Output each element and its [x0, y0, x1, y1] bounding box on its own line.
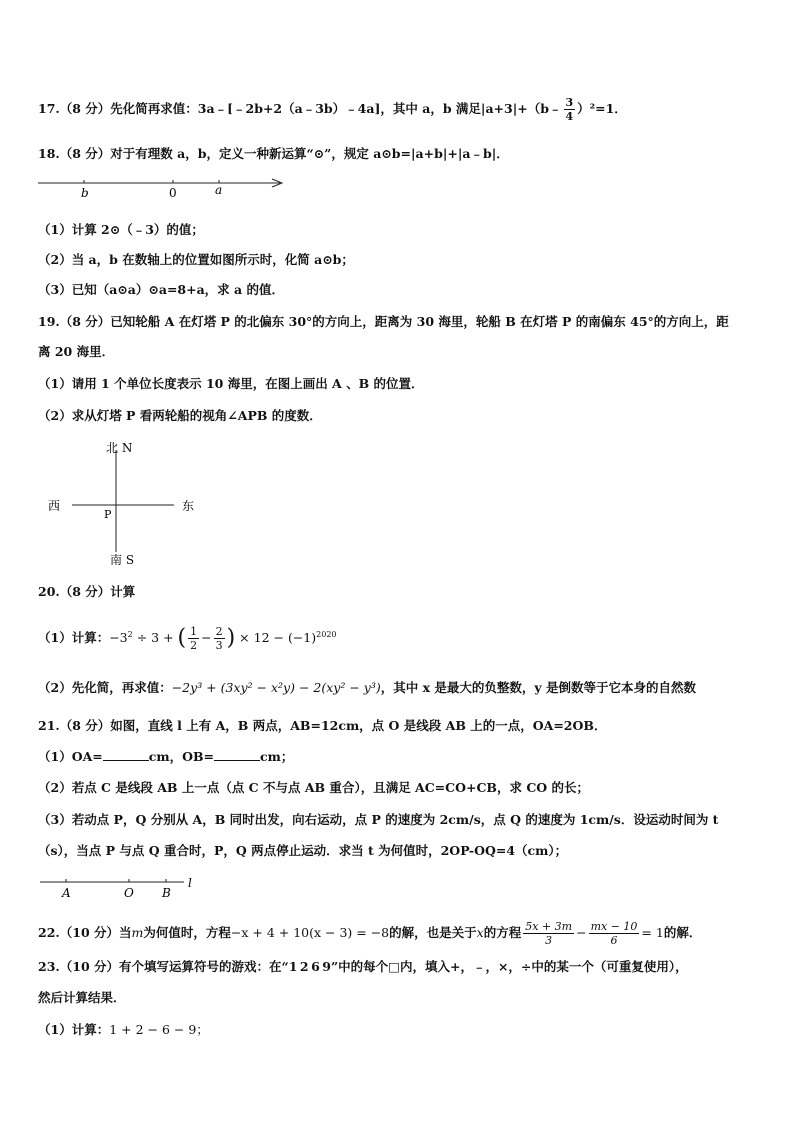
q21-part3: （3）若动点 P，Q 分别从 A，B 同时出发，向右运动，点 P 的速度为 2cm/s，点 Q 的速度为 1cm/s．设运动时间为 t: [38, 812, 719, 827]
q17-number: 17.（8 分）: [38, 101, 111, 116]
q20-part2-label: （2）先化简，再求值：: [38, 680, 172, 695]
q20-frac2: [214, 625, 225, 652]
label-zero: 0: [169, 186, 177, 198]
q23-number: 23.（10 分）: [38, 959, 119, 974]
q22-frac1-num: 5x + 3m: [525, 920, 573, 933]
q22-equation1: −x + 4 + 10(x − 3) = −8: [230, 925, 390, 940]
q20-title: 计算: [110, 584, 136, 599]
label-l: l: [188, 876, 192, 890]
q18-text: 对于有理数 a，b，定义一种新运算“⊙”，规定 a⊙b=|a+b|+|a﹣b|．: [110, 146, 509, 161]
q20-part1-sup: 2: [127, 630, 133, 639]
q21: [38, 717, 764, 735]
q20-part1-label: （1）计算：: [38, 630, 110, 646]
q23-part1-label: （1）计算：: [38, 1022, 110, 1037]
q19-text-cont: 离 20 海里．: [38, 344, 115, 359]
q19-compass-diagram: [40, 436, 220, 576]
q21-part3-cont: （s），当点 P 与点 Q 重合时，P，Q 两点停止运动．求当 t 为何值时，2OP-OQ=4（cm）；: [38, 843, 568, 858]
q20-frac2-num: 2: [215, 625, 223, 639]
compass-north-label: 北 N: [106, 441, 133, 455]
q20: [38, 583, 764, 601]
q20-part1: （1）计算：$-3^2 \div 3$ + ( $\frac{1}{2}$ − $\frac{2}{3}$ ) × $12 - (-1)^{2020}$: [38, 625, 337, 653]
q21-blank-ob[interactable]: [214, 748, 260, 761]
q22-frac1: [523, 920, 574, 947]
q21-part1-oa: （1）OA=: [38, 749, 103, 764]
q23-text: 有个填写运算符号的游戏：在“1 2 6 9”中的每个□内，填入+，﹣，×，÷中的某一个（可重复使用），: [119, 959, 688, 974]
q22-frac2-den: 6: [610, 934, 618, 947]
q20-open-paren: (: [177, 625, 187, 651]
label-a: a: [215, 183, 223, 197]
q22-frac2-num: mx − 10: [590, 920, 638, 933]
q20-part1-exp: 2020: [316, 630, 337, 639]
q22-m: m: [131, 925, 144, 940]
q22-text2: 为何值时，方程: [143, 925, 231, 940]
q23: [38, 958, 764, 976]
q22-text1: 当: [119, 925, 132, 940]
q18-part3: （3）已知（a⊙a）⊙a=8+a，求 a 的值．: [38, 282, 284, 297]
q21-line-diagram: [38, 870, 218, 900]
compass-east-label: 东: [182, 499, 195, 513]
q18: [38, 145, 764, 163]
q20-part2-text: ，其中 x 是最大的负整数，y 是倒数等于它本身的自然数: [380, 680, 697, 695]
compass-west-label: 西: [48, 499, 61, 513]
q22-frac2: [589, 920, 640, 947]
q22-text4: 的方程: [483, 925, 522, 940]
q20-part1-expr-b: ÷ 3 +: [132, 630, 178, 646]
q19-part2: （2）求从灯塔 P 看两轮船的视角∠APB 的度数．: [38, 408, 322, 423]
q19-part1: （1）请用 1 个单位长度表示 10 海里，在图上画出 A 、B 的位置．: [38, 376, 424, 391]
q20-frac1-den: 2: [190, 639, 198, 653]
q21-part1: [38, 748, 764, 766]
q18-number-line: [36, 174, 296, 198]
q23-part1: [38, 1021, 764, 1039]
compass-south-label: 南 S: [110, 553, 135, 567]
q17-text: 先化简再求值：3a﹣[﹣2b+2（a﹣3b）﹣4a]，其中 a，b 满足|a+3|+（b﹣: [110, 101, 562, 116]
q21-part1-ob: cm，OB=: [148, 749, 215, 764]
q20-close-paren: ): [226, 625, 236, 651]
q18-part2: （2）当 a，b 在数轴上的位置如图所示时，化简 a⊙b；: [38, 252, 354, 267]
q19: [38, 313, 764, 331]
q22-equation2-tail: = 1: [641, 925, 664, 940]
q19-text: 已知轮船 A 在灯塔 P 的北偏东 30°的方向上，距离为 30 海里，轮船 B 在灯塔 P 的南偏东 45°的方向上，距: [110, 314, 729, 329]
q22-text3: 的解，也是关于: [389, 925, 477, 940]
q17-frac-num: 3: [565, 96, 574, 109]
q20-part1-expr-a: −3: [109, 630, 128, 646]
q20-part1-expr-c: × 12 − (−1): [235, 630, 317, 646]
q20-number: 20.（8 分）: [38, 584, 111, 599]
q20-frac1-num: 1: [190, 625, 198, 639]
q17-text-end: ）²=1．: [577, 101, 627, 116]
q20-frac2-den: 3: [215, 639, 223, 653]
q17: [38, 96, 764, 123]
q19-number: 19.（8 分）: [38, 314, 111, 329]
q22-text5: 的解．: [663, 925, 702, 940]
q22-frac1-den: 3: [545, 934, 553, 947]
q20-part2: [38, 679, 764, 697]
q17-frac-den: 4: [565, 110, 574, 123]
q21-part2: （2）若点 C 是线段 AB 上一点（点 C 不与点 AB 重合），且满足 AC=CO+CB，求 CO 的长；: [38, 780, 590, 795]
q21-blank-oa[interactable]: [103, 748, 149, 761]
label-B: B: [162, 886, 171, 900]
q22-x: x: [476, 925, 484, 940]
q22: 22.（10 分）当m为何值时，方程−x + 4 + 10(x − 3) = −8的解，也是关于x的方程 $\frac{5x + 3m}{3}$ − $\frac{mx - 10}{6}$ = 1的解．: [38, 920, 702, 947]
q21-number: 21.（8 分）: [38, 718, 111, 733]
label-A: A: [62, 886, 71, 900]
q22-number: 22.（10 分）: [38, 925, 119, 940]
q20-part2-expr: −2y³ + (3xy² − x²y) − 2(xy² − y³): [171, 680, 381, 695]
label-b: b: [81, 186, 89, 198]
q23-text-cont: 然后计算结果．: [38, 990, 126, 1005]
q23-part1-expr: 1 + 2 − 6 − 9；: [109, 1022, 209, 1037]
q21-text: 如图，直线 l 上有 A，B 两点，AB=12cm，点 O 是线段 AB 上的一点，OA=2OB．: [110, 718, 607, 733]
q17-fraction: [564, 96, 576, 123]
label-O: O: [124, 886, 134, 900]
q18-number: 18.（8 分）: [38, 146, 111, 161]
q18-part1: （1）计算 2⊙（﹣3）的值；: [38, 222, 204, 237]
q20-frac1: [188, 625, 199, 652]
compass-center-label: P: [104, 508, 112, 521]
q21-part1-end: cm；: [260, 749, 294, 764]
